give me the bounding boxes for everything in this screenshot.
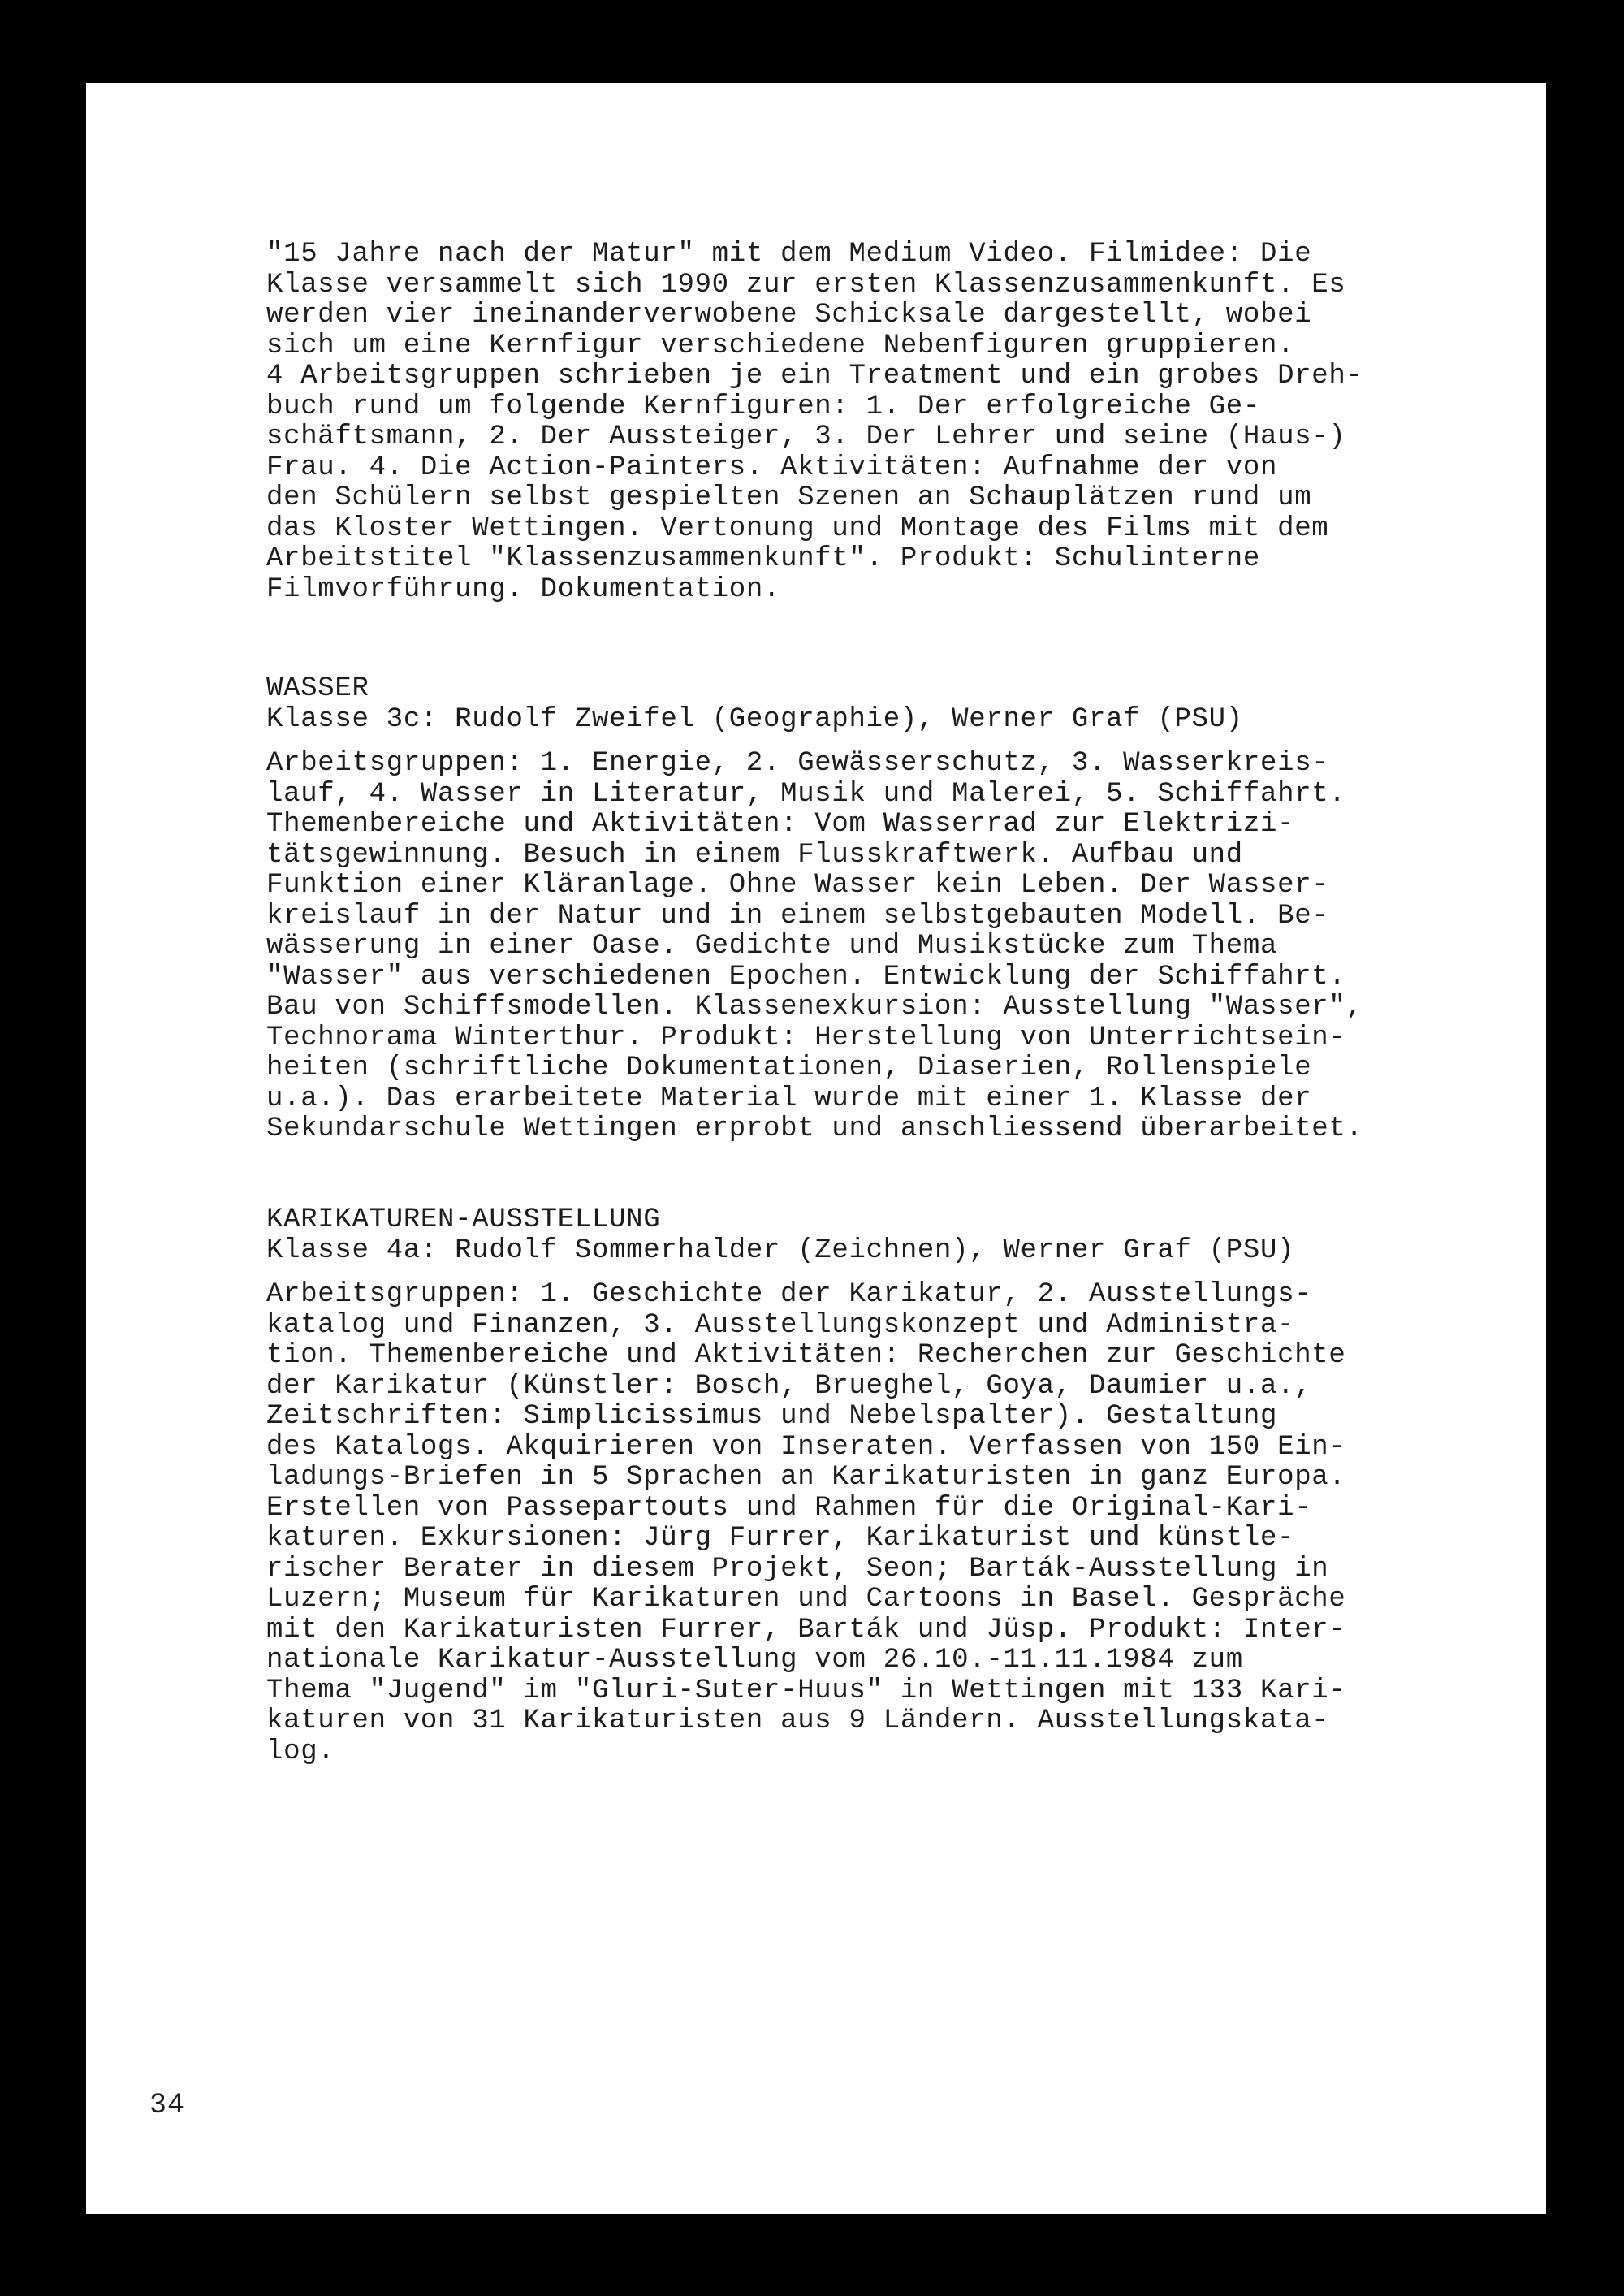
- text-line: Zeitschriften: Simplicissimus und Nebelspalter). Gestaltung: [266, 1401, 1278, 1432]
- text-line: "Wasser" aus verschiedenen Epochen. Entwicklung der Schiffahrt.: [266, 961, 1346, 992]
- text-line: lauf, 4. Wasser in Literatur, Musik und Malerei, 5. Schiffahrt.: [266, 778, 1346, 810]
- text-line: katuren von 31 Karikaturisten aus 9 Ländern. Ausstellungskata-: [266, 1706, 1329, 1736]
- text-line: tätsgewinnung. Besuch in einem Flusskraftwerk. Aufbau und: [266, 839, 1243, 871]
- section-title: KARIKATUREN-AUSSTELLUNG: [266, 1204, 661, 1235]
- text-line: wässerung in einer Oase. Gedichte und Musikstücke zum Thema: [266, 931, 1278, 962]
- text-line: Luzern; Museum für Karikaturen und Cartoons in Basel. Gespräche: [266, 1584, 1346, 1615]
- text-line: Klasse versammelt sich 1990 zur ersten Klassenzusammenkunft. Es: [266, 269, 1346, 301]
- page-number: 34: [149, 2089, 186, 2121]
- text-line: das Kloster Wettingen. Vertonung und Montage des Films mit dem: [266, 512, 1329, 544]
- wasser-section: [266, 673, 1533, 1145]
- text-line: Arbeitsgruppen: 1. Energie, 2. Gewässerschutz, 3. Wasserkreis-: [266, 748, 1329, 779]
- text-line: kreislauf in der Natur und in einem selbstgebauten Modell. Be-: [266, 900, 1329, 932]
- intro-paragraph: [266, 240, 1533, 605]
- text-line: des Katalogs. Akquirieren von Inseraten. Verfassen von 150 Ein-: [266, 1431, 1346, 1463]
- section-body: [266, 1280, 1533, 1767]
- text-line: Themenbereiche und Aktivitäten: Vom Wasserrad zur Elektrizi-: [266, 809, 1295, 840]
- text-line: heiten (schriftliche Dokumentationen, Diaserien, Rollenspiele: [266, 1053, 1312, 1083]
- text-line: Sekundarschule Wettingen erprobt und anschliessend überarbeitet.: [266, 1113, 1363, 1144]
- text-line: tion. Themenbereiche und Aktivitäten: Recherchen zur Geschichte: [266, 1340, 1346, 1371]
- document-page: [86, 83, 1546, 2214]
- text-line: buch rund um folgende Kernfiguren: 1. Der erfolgreiche Ge-: [266, 391, 1260, 422]
- text-line: katuren. Exkursionen: Jürg Furrer, Karikaturist und künstle-: [266, 1523, 1295, 1554]
- text-line: schäftsmann, 2. Der Aussteiger, 3. Der Lehrer und seine (Haus-): [266, 422, 1346, 452]
- text-line: sich um eine Kernfigur verschiedene Nebenfiguren gruppieren.: [266, 330, 1295, 361]
- section-title: WASSER: [266, 673, 369, 704]
- text-line: der Karikatur (Künstler: Bosch, Brueghel, Goya, Daumier u.a.,: [266, 1370, 1312, 1402]
- section-subtitle: Klasse 3c: Rudolf Zweifel (Geographie), Werner Graf (PSU): [266, 704, 1243, 735]
- text-line: Technorama Winterthur. Produkt: Herstellung von Unterrichtsein-: [266, 1022, 1346, 1053]
- text-line: Frau. 4. Die Action-Painters. Aktivitäten: Aufnahme der von: [266, 452, 1278, 483]
- text-line: Thema "Jugend" im "Gluri-Suter-Huus" in Wettingen mit 133 Kari-: [266, 1675, 1346, 1706]
- text-line: Bau von Schiffsmodellen. Klassenexkursion: Ausstellung "Wasser",: [266, 992, 1363, 1023]
- text-line: ladungs-Briefen in 5 Sprachen an Karikaturisten in ganz Europa.: [266, 1462, 1346, 1493]
- text-line: "15 Jahre nach der Matur" mit dem Medium Video. Filmidee: Die: [266, 239, 1312, 270]
- text-line: u.a.). Das erarbeitete Material wurde mit einer 1. Klasse der: [266, 1083, 1312, 1114]
- text-line: Filmvorführung. Dokumentation.: [266, 573, 781, 605]
- karikaturen-section: [266, 1204, 1533, 1767]
- text-line: Arbeitsgruppen: 1. Geschichte der Karikatur, 2. Ausstellungs-: [266, 1279, 1312, 1310]
- section-subtitle: Klasse 4a: Rudolf Sommerhalder (Zeichnen), Werner Graf (PSU): [266, 1235, 1295, 1266]
- text-line: mit den Karikaturisten Furrer, Barták und Jüsp. Produkt: Inter-: [266, 1614, 1346, 1645]
- text-line: Funktion einer Kläranlage. Ohne Wasser kein Leben. Der Wasser-: [266, 870, 1329, 901]
- text-line: werden vier ineinanderverwobene Schicksale dargestellt, wobei: [266, 300, 1312, 331]
- text-line: Erstellen von Passepartouts und Rahmen für die Original-Kari-: [266, 1492, 1312, 1524]
- text-line: Arbeitstitel "Klassenzusammenkunft". Produkt: Schulinterne: [266, 543, 1260, 574]
- section-body: [266, 749, 1533, 1145]
- text-line: 4 Arbeitsgruppen schrieben je ein Treatment und ein grobes Dreh-: [266, 361, 1363, 391]
- text-line: rischer Berater in diesem Projekt, Seon; Barták-Ausstellung in: [266, 1553, 1329, 1585]
- text-line: katalog und Finanzen, 3. Ausstellungskonzept und Administra-: [266, 1309, 1295, 1341]
- text-line: log.: [266, 1736, 335, 1767]
- text-line: den Schülern selbst gespielten Szenen an Schauplätzen rund um: [266, 482, 1312, 513]
- text-line: nationale Karikatur-Ausstellung vom 26.10.-11.11.1984 zum: [266, 1645, 1243, 1676]
